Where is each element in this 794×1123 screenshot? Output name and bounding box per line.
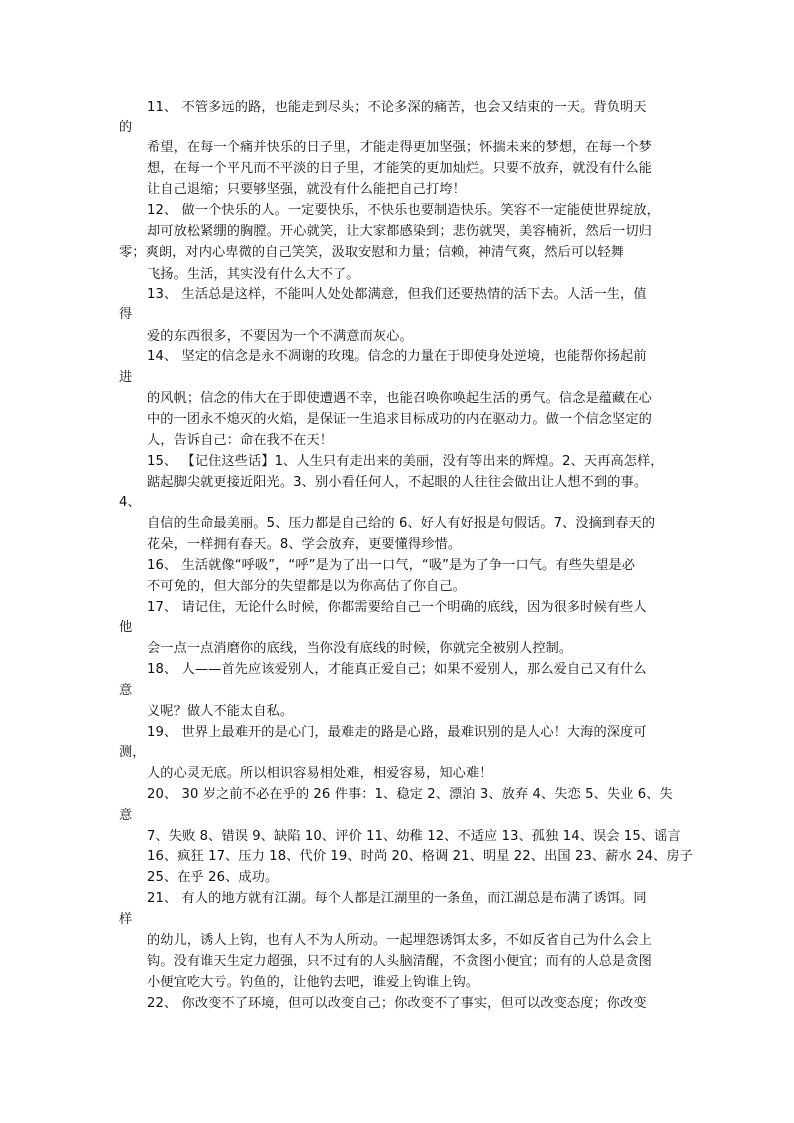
text-line: 22、 你改变不了环境，但可以改变自己；你改变不了事实，但可以改变态度；你改变 [147,996,647,1011]
text-line: 人的心灵无底。所以相识容易相处难，相爱容易，知心难！ [147,766,493,781]
text-line: 15、 【记住这些话】1、人生只有走出来的美丽，没有等出来的辉煌。2、天再高怎样， [147,454,664,469]
text-line: 中的一团永不熄灭的火焰，是保证一生追求目标成功的内在驱动力。做一个信念坚定的 [147,412,652,427]
text-line: 14、 坚定的信念是永不凋谢的玫瑰。信念的力量在于即使身处逆境，也能帮你扬起前 [147,349,647,364]
text-line: 的风帆；信念的伟大在于即使遭遇不幸，也能召唤你唤起生活的勇气。信念是蕴藏在心 [147,391,652,406]
text-line: 钩。没有谁天生定力超强，只不过有的人头脑清醒，不贪图小便宜；而有的人总是贪图 [147,954,652,969]
text-line: 13、 生活总是这样，不能叫人处处都满意，但我们还要热情的活下去。人活一生，值 [147,287,647,302]
text-line: 却可放松紧绷的胸膛。开心就笑，让大家都感染到；悲伤就哭，美容楠祈，然后一切归 [147,224,652,239]
text-line: 踮起脚尖就更接近阳光。3、别小看任何人，不起眼的人往往会做出让人想不到的事。 [147,475,648,490]
text-line: 16、 生活就像“呼吸”，“呼”是为了出一口气，“吸”是为了争一口气。有些失望是必 [147,558,636,573]
text-line: 4、 [119,495,141,510]
text-line: 爱的东西很多，不要因为一个不满意而灰心。 [147,329,413,344]
text-line: 测， [119,745,146,760]
text-line: 花朵，一样拥有春天。8、学会放弃，更要懂得珍惜。 [147,537,462,552]
text-line: 让自己退缩；只要够坚强，就没有什么能把自己打垮！ [147,182,466,197]
text-line: 自信的生命最美丽。5、压力都是自己给的 6、好人有好报是句假话。7、没摘到春天的 [147,516,656,531]
text-line: 17、 请记住，无论什么时候，你都需要给自己一个明确的底线，因为很多时候有些人 [147,600,647,615]
text-line: 16、疯狂 17、压力 18、代价 19、时尚 20、格调 21、明星 22、出国 23、薪水 24、房子 [147,849,693,864]
text-line: 21、 有人的地方就有江湖。每个人都是江湖里的一条鱼，而江湖总是布满了诱饵。同 [147,891,647,906]
text-line: 进 [119,370,133,385]
text-line: 20、 30 岁之前不必在乎的 26 件事：1、稳定 2、漂泊 3、放弃 4、失恋 5、失业 6、失 [147,787,673,802]
text-line: 25、在乎 26、成功。 [147,870,279,885]
text-line: 样 [119,912,133,927]
text-line: 18、 人——首先应该爱别人，才能真正爱自己；如果不爱别人，那么爱自己又有什么 [147,662,647,677]
text-line: 希望，在每一个痛并快乐的日子里，才能走得更加坚强；怀揣未来的梦想，在每一个梦 [147,140,652,155]
text-line: 会一点一点消磨你的底线，当你没有底线的时候，你就完全被别人控制。 [147,641,573,656]
text-line: 的幼儿，诱人上钩，也有人不为人所动。一起埋怨诱饵太多，不如反省自己为什么会上 [147,933,652,948]
text-line: 小便宜吃大亏。钓鱼的，让他钓去吧，谁爱上钩谁上钩。 [147,975,480,990]
text-line: 的 [119,120,133,135]
text-line: 19、 世界上最难开的是心门，最难走的路是心路，最难识别的是人心！大海的深度可 [147,725,647,740]
text-line: 零；爽朗，对内心卑微的自己笑笑，汲取安慰和力量；信赖，神清气爽，然后可以轻舞 [119,245,624,260]
text-line: 飞扬。生活，其实没有什么大不了。 [147,267,360,282]
text-line: 11、 不管多远的路，也能走到尽头；不论多深的痛苦，也会又结束的一天。背负明天 [147,100,647,115]
text-line: 意 [119,683,133,698]
text-line: 意 [119,808,133,823]
text-line: 12、 做一个快乐的人。一定要快乐，不快乐也要制造快乐。笑容不一定能使世界绽放， [147,203,660,218]
text-line: 不可免的，但大部分的失望都是以为你高估了你自己。 [147,579,466,594]
text-line: 义呢？做人不能太自私。 [147,704,294,719]
text-line: 他 [119,620,133,635]
text-line: 人，告诉自己：命在我不在天！ [147,433,334,448]
text-line: 7、失败 8、错误 9、缺陷 10、评价 11、幼稚 12、不适应 13、孤独 14、误会 15、谣言 [147,829,681,844]
text-line: 得 [119,307,133,322]
text-line: 想，在每一个平凡而不平淡的日子里，才能笑的更加灿烂。只要不放弃，就没有什么能 [147,161,652,176]
